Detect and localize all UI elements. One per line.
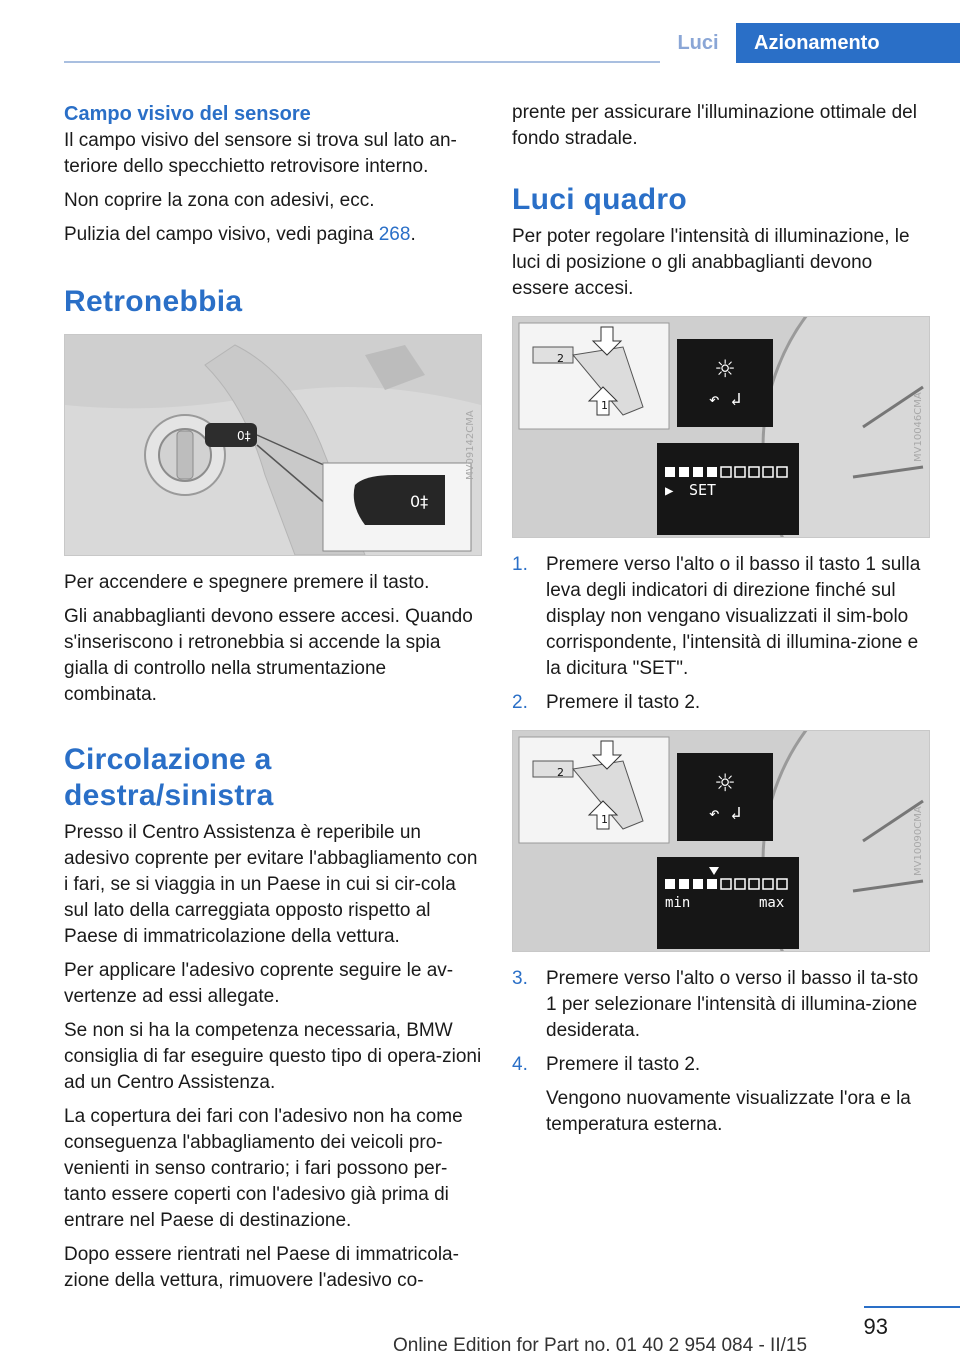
sensor-p3-end: .	[410, 224, 416, 245]
step-item	[512, 552, 932, 682]
footer-edition: Online Edition for Part no. 01 40 2 954 084 - II/15	[392, 1335, 808, 1356]
circolazione-paragraph-5: Dopo essere rientrati nel Paese di immatricola-zione della vettura, rimuovere l'adesivo co-	[64, 1244, 459, 1291]
fig2-label-1: 1	[601, 813, 608, 826]
circolazione-paragraph-1: Presso il Centro Assistenza è reperibile un adesivo coprente per evitare l'abbagliamento con i fari, se si viaggia in un Paese in cui si cir-cola sul lato della carreggiata opposto rispetto al Paese di immatricolazione della vettura.	[64, 822, 478, 947]
circolazione-paragraph-2: Per applicare l'adesivo coprente seguire le av-vertenze ad essi allegate.	[64, 960, 454, 1007]
continuation-paragraph: prente per assicurare l'illuminazione ottimale del fondo stradale.	[512, 102, 917, 149]
sensor-paragraph-1: Il campo visivo del sensore si trova sul lato an-teriore dello specchietto retrovisore interno.	[64, 130, 457, 177]
sensor-paragraph-2: Non coprire la zona con adesivi, ecc.	[64, 190, 375, 211]
figure-2-code: MV10090CMA	[913, 806, 924, 876]
step-item	[512, 966, 932, 1044]
svg-text:▶: ▶	[665, 483, 674, 499]
step-text: Premere verso l'alto o il basso il tasto 1 sulla leva degli indicatori di direzione finché sul display non vengano visualizzati il sim-bolo corrispondente, l'intensità di illumina-zione e la dicitura "SET".	[546, 554, 921, 679]
svg-text:☼: ☼	[714, 769, 736, 797]
retronebbia-heading: Retronebbia	[64, 285, 243, 318]
page-link-268[interactable]: 268	[378, 224, 411, 245]
retronebbia-paragraph-1: Per accendere e spegnere premere il tasto.	[64, 572, 430, 593]
fig1-label-1: 1	[601, 399, 608, 412]
svg-text:↶ ↲: ↶ ↲	[708, 389, 742, 410]
svg-text:☼: ☼	[714, 355, 736, 383]
step-text: Premere il tasto 2.	[546, 1054, 701, 1075]
step-number: 2.	[512, 692, 528, 713]
step-subtext: Vengono nuovamente visualizzate l'ora e la temperatura esterna.	[546, 1088, 911, 1135]
fig2-label-2: 2	[557, 766, 564, 779]
circolazione-paragraph-3: Se non si ha la competenza necessaria, BMW consiglia di far eseguire questo tipo di opera-zioni ad un Centro Assistenza.	[64, 1020, 482, 1093]
luci-quadro-heading: Luci quadro	[512, 183, 687, 216]
figure-1-code: MV10046CMA	[913, 392, 924, 462]
steps-list-a	[512, 552, 932, 716]
header-tab-luci[interactable]: Luci	[660, 23, 736, 63]
circolazione-heading: Circolazione a destra/sinistra	[64, 743, 274, 812]
step-number: 4.	[512, 1054, 528, 1075]
luci-quadro-figure-1	[512, 316, 930, 538]
step-text: Premere il tasto 2.	[546, 692, 701, 713]
luci-quadro-figure-2	[512, 730, 930, 952]
retronebbia-figure-code: MV09142CMA	[465, 410, 476, 480]
step-item	[512, 690, 932, 716]
left-column	[64, 100, 482, 1302]
page-number: 93	[863, 1314, 888, 1339]
header-tab-azionamento[interactable]: Azionamento	[736, 23, 960, 63]
svg-text:0‡: 0‡	[237, 429, 251, 443]
svg-text:0‡: 0‡	[410, 492, 429, 511]
display-min-text: min	[665, 895, 691, 911]
sensor-paragraph-3	[64, 222, 482, 248]
step-number: 1.	[512, 554, 528, 575]
step-text: Premere verso l'alto o verso il basso il ta-sto 1 per selezionare l'intensità di illumina-zione desiderata.	[546, 968, 919, 1041]
step-number: 3.	[512, 968, 528, 989]
display-set-text: SET	[689, 481, 717, 499]
svg-text:↶ ↲: ↶ ↲	[708, 803, 742, 824]
display-max-text: max	[759, 895, 785, 911]
retronebbia-illustration	[65, 335, 481, 555]
retronebbia-paragraph-2: Gli anabbaglianti devono essere accesi. Quando s'inseriscono i retronebbia si accende la spia gialla di controllo nella strumentazione combinata.	[64, 606, 473, 705]
sensor-p3-text: Pulizia del campo visivo, vedi pagina	[64, 224, 379, 245]
luci-quadro-paragraph: Per poter regolare l'intensità di illuminazione, le luci di posizione o gli anabbaglianti devono essere accesi.	[512, 226, 910, 299]
fig1-label-2: 2	[557, 352, 564, 365]
right-column	[512, 100, 932, 1146]
sensor-heading: Campo visivo del sensore	[64, 103, 311, 125]
footer-rule	[864, 1306, 960, 1308]
retronebbia-figure	[64, 334, 482, 556]
circolazione-paragraph-4: La copertura dei fari con l'adesivo non ha come conseguenza l'abbagliamento dei veicoli pro-venienti in senso contrario; i fari possono per-tanto essere coperti con l'adesivo già prima di entrare nel Paese di destinazione.	[64, 1106, 463, 1231]
steps-list-b	[512, 966, 932, 1138]
step-item	[512, 1052, 932, 1138]
